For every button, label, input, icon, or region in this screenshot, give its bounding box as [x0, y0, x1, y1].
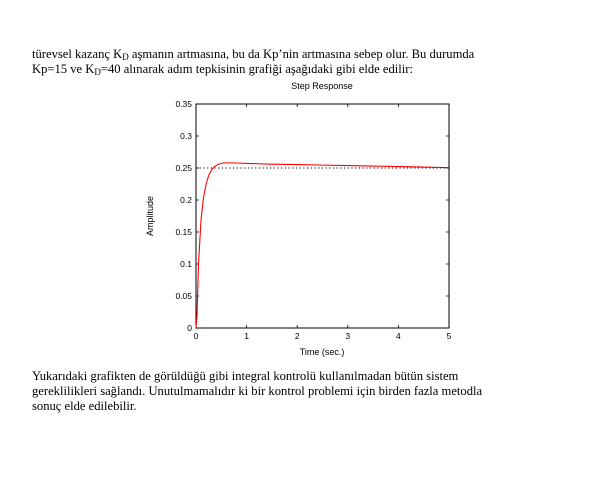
- y-tick-label: 0.05: [175, 291, 192, 301]
- x-tick-label: 0: [193, 331, 199, 341]
- y-tick-label: 0.15: [175, 227, 192, 237]
- y-tick-label: 0.1: [180, 259, 192, 269]
- intro-text-1: türevsel kazanç K: [32, 47, 123, 61]
- conclusion-line-1: Yukarıdaki grafikten de görüldüğü gibi integral kontrolü kullanılmadan bütün sistem: [32, 369, 459, 383]
- plot-area: [196, 104, 449, 328]
- x-tick-label: 5: [446, 331, 452, 341]
- intro-text-2: aşmanın artmasına, bu da Kp’nin artmasına sebep olur. Bu durumda: [128, 47, 475, 61]
- subscript-d: D: [94, 67, 101, 77]
- x-axis-label: Time (sec.): [299, 347, 345, 357]
- x-tick-label: 4: [396, 331, 401, 341]
- conclusion-line-3: sonuç elde edilebilir.: [32, 399, 137, 413]
- y-axis-label: Amplitude: [145, 195, 155, 237]
- x-tick-label: 2: [294, 331, 300, 341]
- y-tick-label: 0.3: [180, 131, 192, 141]
- paragraph-conclusion: [32, 369, 592, 414]
- y-tick-label: 0.2: [180, 195, 192, 205]
- intro-text-4: =40 alınarak adım tepkisinin grafiği aşağıdaki gibi elde edilir:: [100, 62, 413, 76]
- subscript-d: D: [122, 52, 129, 62]
- conclusion-line-2: gereklilikleri sağlandı. Unutulmamalıdır ki bir kontrol problemi için birden fazla metodla: [32, 384, 483, 398]
- y-tick-label: 0.25: [175, 163, 192, 173]
- chart-title: Step Response: [291, 81, 353, 91]
- x-tick-label: 3: [345, 331, 351, 341]
- intro-text-3: Kp=15 ve K: [32, 62, 95, 76]
- x-tick-label: 1: [244, 331, 249, 341]
- y-tick-label: 0: [187, 323, 192, 333]
- y-tick-label: 0.35: [175, 99, 192, 109]
